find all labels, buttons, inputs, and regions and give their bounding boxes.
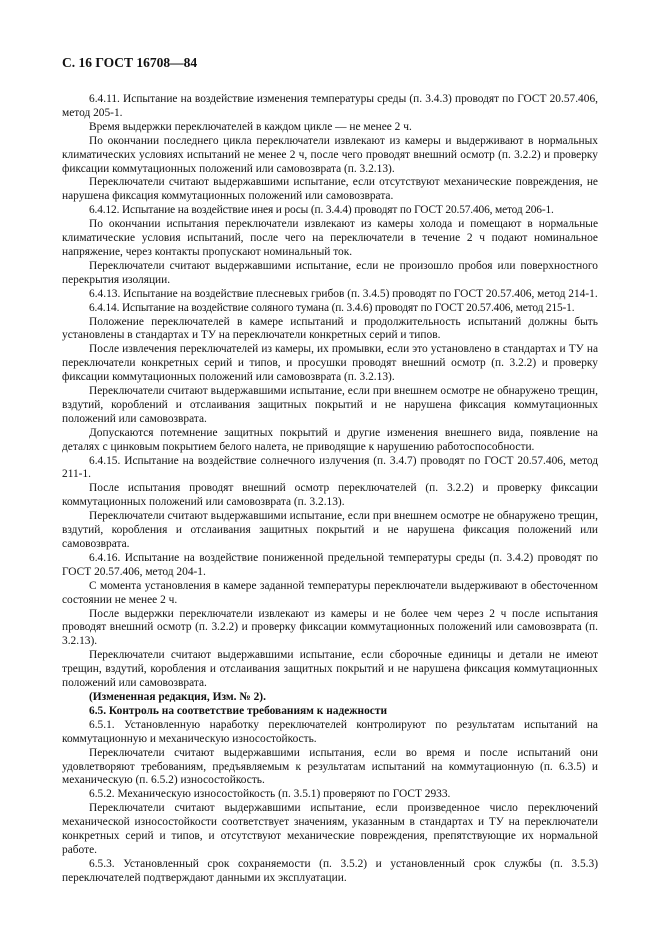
paragraph: Положение переключателей в камере испытаний и продолжительность испытаний должны быть установлены в стандартах и ТУ на переключатели конкретных серий и типов. [62, 315, 598, 342]
paragraph: Переключатели считают выдержавшими испытание, если при внешнем осмотре не обнаружено трещин, вздутий, коробления и отслаивания защитных покрытий и не нарушена фиксация положений или самовозврата. [62, 510, 598, 550]
paragraph: По окончании испытания переключатели извлекают из камеры холода и помещают в нормальные климатические условия испытаний, после чего на переключатели в течение 2 ч подают номинальное напряжение, через контакты пропускают номинальный ток. [62, 218, 598, 258]
revision-note: (Измененная редакция, Изм. № 2). [89, 690, 266, 703]
paragraph: По окончании последнего цикла переключатели извлекают из камеры и выдерживают в нормальных климатических условиях испытаний не менее 2 ч, после чего проводят внешний осмотр (п. 3.2.2) и проверку фиксации коммутационных положений или самовозврата (п. 3.2.13). [62, 134, 598, 175]
paragraph-6-4-13: 6.4.13. Испытание на воздействие плесневых грибов (п. 3.4.5) проводят по ГОСТ 20.57.406, метод 214-1. [89, 287, 598, 300]
document-body [62, 93, 598, 886]
section-heading-6-5: 6.5. Контроль на соответствие требованиям к надежности [89, 704, 388, 717]
paragraph: Переключатели считают выдержавшими испытание, если не произошло пробоя или поверхностного перекрытия изоляции. [62, 259, 598, 286]
paragraph-6-5-1: 6.5.1. Установленную наработку переключателей контролируют по результатам испытаний на коммутационную и механическую износостойкость. [62, 718, 598, 745]
paragraph: Переключатели считают выдержавшими испытание, если отсутствуют механические повреждения, не нарушена фиксация коммутационных положений или самовозврата. [62, 176, 598, 203]
paragraph-6-4-12: 6.4.12. Испытание на воздействие инея и росы (п. 3.4.4) проводят по ГОСТ 20.57.406, метод 206-1. [89, 204, 554, 217]
paragraph-6-5-2: 6.5.2. Механическую износостойкость (п. 3.5.1) проверяют по ГОСТ 2933. [89, 788, 451, 801]
paragraph-6-4-11: 6.4.11. Испытание на воздействие изменения температуры среды (п. 3.4.3) проводят по ГОСТ 20.57.406, метод 205-1. [62, 93, 598, 119]
paragraph: После выдержки переключатели извлекают из камеры и не более чем через 2 ч после испытания проводят внешний осмотр (п. 3.2.2) и проверку фиксации коммутационных положений или самовозврата (п. 3.2.13). [62, 607, 598, 648]
paragraph: Переключатели считают выдержавшими испытания, если во время и после испытаний они удовлетворяют требованиям, предъявляемым к результатам испытаний на коммутационную (п. 6.3.5) и механическую (п. 6.5.2) износостойкость. [62, 746, 598, 787]
paragraph: Время выдержки переключателей в каждом цикле — не менее 2 ч. [89, 120, 412, 133]
paragraph: Переключатели считают выдержавшими испытание, если сборочные единицы и детали не имеют трещин, вздутий, коробления и отслаивания защитных покрытий и не нарушена фиксация коммутационных положений или самовозврата. [62, 649, 598, 690]
paragraph-6-4-15: 6.4.15. Испытание на воздействие солнечного излучения (п. 3.4.7) проводят по ГОСТ 20.57.406, метод 211-1. [62, 454, 598, 481]
paragraph-6-4-16: 6.4.16. Испытание на воздействие пониженной предельной температуры среды (п. 3.4.2) проводят по ГОСТ 20.57.406, метод 204-1. [62, 551, 598, 578]
paragraph: Допускаются потемнение защитных покрытий и другие изменения внешнего вида, появление на деталях с цинковым покрытием белого налета, не приводящие к нарушению работоспособности. [62, 426, 598, 453]
page-header: С. 16 ГОСТ 16708—84 [62, 55, 198, 70]
paragraph: После извлечения переключателей из камеры, их промывки, если это установлено в стандартах и ТУ на переключатели конкретных серий и типов, и просушки проводят внешний осмотр (п. 3.2.2) и проверку фиксации коммутационных положений или самовозврата (п. 3.2.13). [62, 343, 598, 384]
paragraph: С момента установления в камере заданной температуры переключатели выдерживают в обесточенном состоянии не менее 2 ч. [62, 579, 598, 606]
paragraph: После испытания проводят внешний осмотр переключателей (п. 3.2.2) и проверку фиксации коммутационных положений или самовозврата (п. 3.2.13). [62, 482, 598, 509]
paragraph-6-5-3: 6.5.3. Установленный срок сохраняемости (п. 3.5.2) и установленный срок службы (п. 3.5.3) переключателей подтверждают данными их эксплуатации. [62, 857, 598, 884]
paragraph-6-4-14: 6.4.14. Испытание на воздействие соляного тумана (п. 3.4.6) проводят по ГОСТ 20.57.406, метод 215-1. [89, 301, 575, 314]
paragraph: Переключатели считают выдержавшими испытание, если произведенное число переключений механической износостойкости соответствует значениям, указанным в стандартах и ТУ на переключатели конкретных серий и типов, и отсутствуют механические повреждения, препятствующие их нормальной работе. [62, 802, 598, 856]
paragraph: Переключатели считают выдержавшими испытание, если при внешнем осмотре не обнаружено трещин, вздутий, короблений и отслаивания защитных покрытий и не нарушена фиксация коммутационных положений или самовозврата. [62, 385, 598, 425]
